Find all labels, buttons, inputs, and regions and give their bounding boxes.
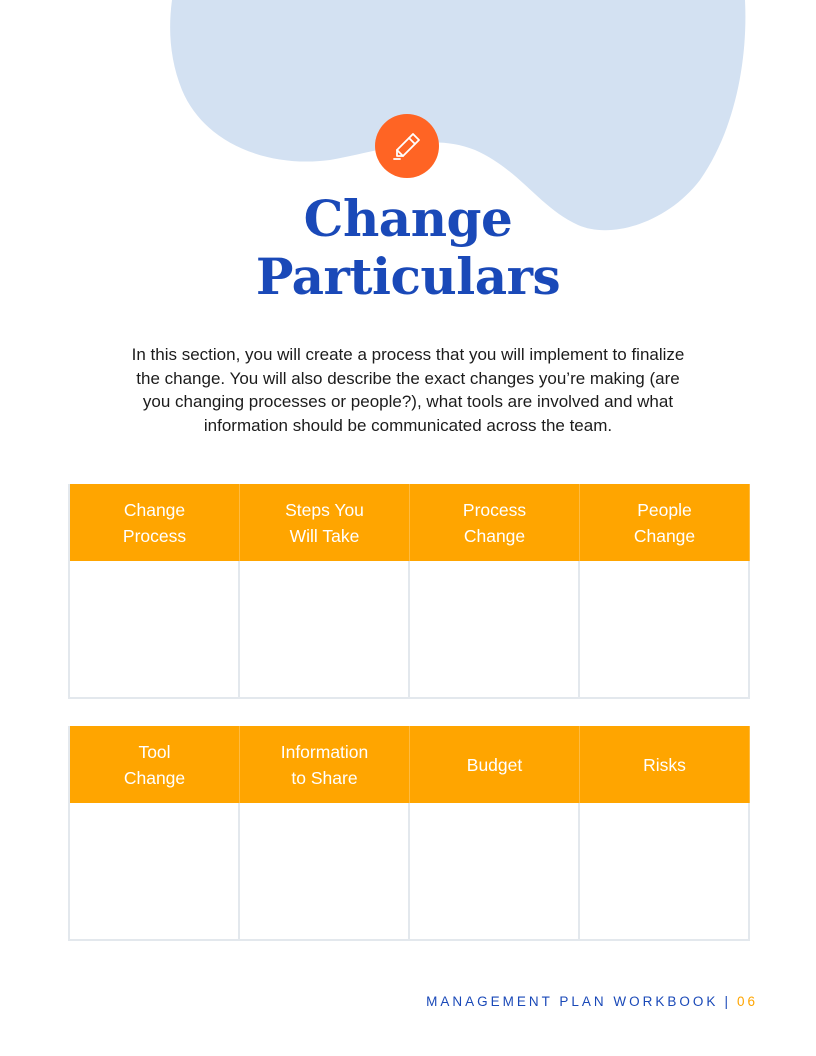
header-process-change: Process Change	[410, 484, 580, 561]
title-line: Change	[303, 189, 513, 248]
entry-cell-change-process[interactable]	[70, 561, 240, 699]
intro-line: the change. You will also describe the exact changes you’re making (are	[136, 368, 680, 388]
page-footer	[426, 994, 758, 1009]
footer-label: MANAGEMENT PLAN WORKBOOK	[426, 994, 719, 1009]
entry-cell-tool-change[interactable]	[70, 803, 240, 941]
entry-cell-people-change[interactable]	[580, 561, 750, 699]
change-table-1	[68, 484, 750, 699]
header-tool-change: Tool Change	[70, 726, 240, 803]
intro-paragraph	[98, 343, 718, 437]
pen-icon	[389, 128, 425, 164]
change-table-2	[68, 726, 750, 941]
entry-cell-budget[interactable]	[410, 803, 580, 941]
header-change-process: Change Process	[70, 484, 240, 561]
header-budget: Budget	[410, 726, 580, 803]
entry-cell-information-to-share[interactable]	[240, 803, 410, 941]
header-steps-you-will-take: Steps You Will Take	[240, 484, 410, 561]
header-information-to-share: Information to Share	[240, 726, 410, 803]
header-people-change: People Change	[580, 484, 750, 561]
pen-badge	[375, 114, 439, 178]
title-line: Particulars	[255, 247, 561, 306]
intro-line: In this section, you will create a process that you will implement to finalize	[131, 345, 685, 364]
footer-separator: |	[724, 994, 731, 1009]
entry-cell-steps-you-will-take[interactable]	[240, 561, 410, 699]
intro-line: you changing processes or people?), what tools are involved and what	[142, 392, 674, 411]
page-number: 06	[736, 994, 758, 1009]
page-title	[0, 190, 816, 306]
intro-line: information should be communicated across the team.	[203, 415, 613, 435]
entry-cell-process-change[interactable]	[410, 561, 580, 699]
entry-cell-risks[interactable]	[580, 803, 750, 941]
header-risks: Risks	[580, 726, 750, 803]
